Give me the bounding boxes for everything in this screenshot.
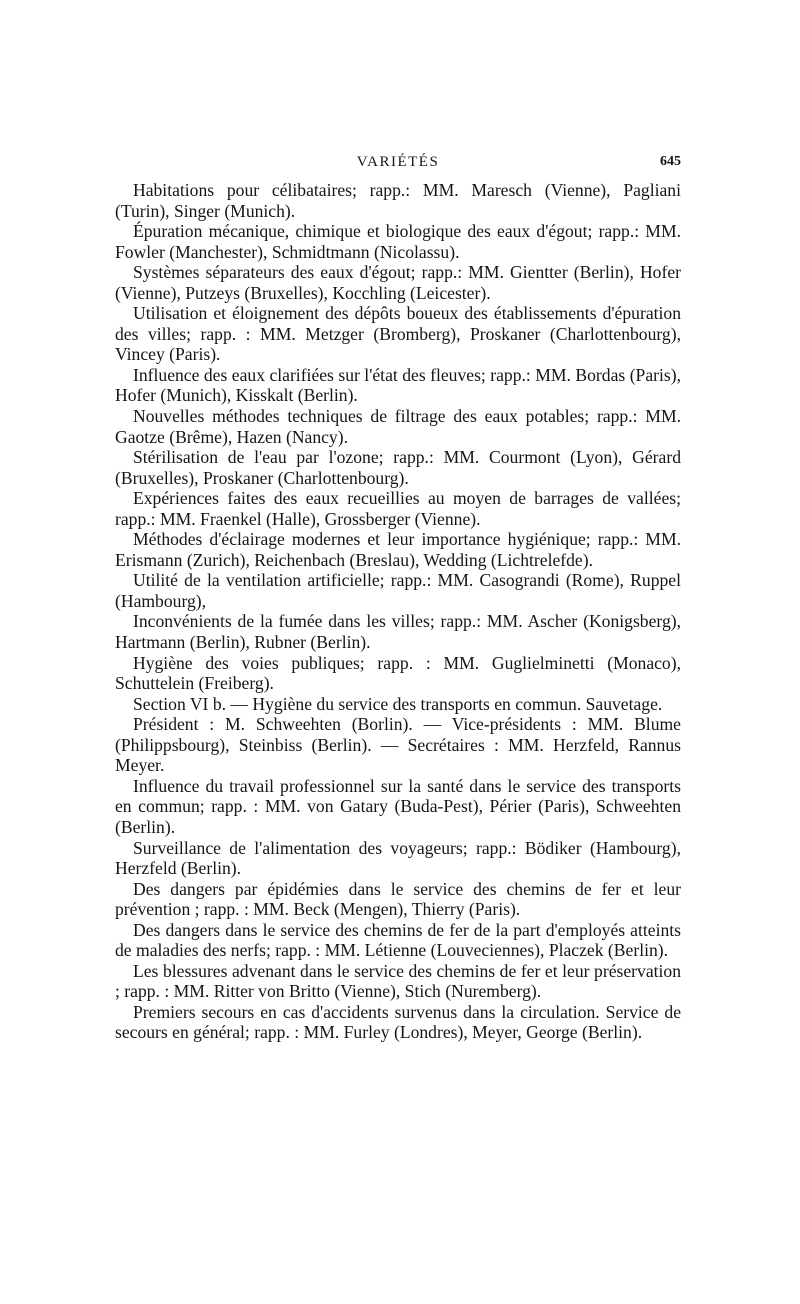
paragraph: Stérilisation de l'eau par l'ozone; rapp.: MM. Courmont (Lyon), Gérard (Bruxelles), Proskaner (Charlottenbourg). — [115, 447, 681, 488]
section-heading: Section VI b. — Hygiène du service des transports en commun. Sauvetage. — [133, 693, 663, 714]
paragraph: Habitations pour célibataires; rapp.: MM. Maresch (Vienne), Pagliani (Turin), Singer (Munich). — [115, 180, 681, 221]
paragraph: Méthodes d'éclairage modernes et leur importance hygiénique; rapp.: MM. Erismann (Zurich), Reichenbach (Breslau), Wedding (Lichtrelefde). — [115, 529, 681, 570]
paragraph: Nouvelles méthodes techniques de filtrage des eaux potables; rapp.: MM. Gaotze (Brême), Hazen (Nancy). — [115, 406, 681, 447]
paragraph: Inconvénients de la fumée dans les villes; rapp.: MM. Ascher (Konigsberg), Hartmann (Berlin), Rubner (Berlin). — [115, 611, 681, 653]
page-number: 645 — [660, 154, 681, 169]
paragraph: Des dangers dans le service des chemins de fer de la part d'employés atteints de maladies des nerfs; rapp. : MM. Létienne (Louveciennes), Placzek (Berlin). — [115, 919, 681, 961]
page-header — [115, 150, 681, 180]
paragraph: Utilité de la ventilation artificielle; rapp.: MM. Casograndi (Rome), Ruppel (Hambourg), — [115, 570, 681, 611]
paragraph: Surveillance de l'alimentation des voyageurs; rapp.: Bödiker (Hambourg), Herzfeld (Berlin). — [115, 837, 681, 879]
paragraph: Influence du travail professionnel sur la santé dans le service des transports en commun; rapp. : MM. von Gatary (Buda-Pest), Périer (Paris), Schweehten (Berlin). — [115, 775, 681, 837]
paragraph: Épuration mécanique, chimique et biologique des eaux d'égout; rapp.: MM. Fowler (Manchester), Schmidtmann (Nicolassu). — [115, 221, 681, 262]
paragraph: Influence des eaux clarifiées sur l'état des fleuves; rapp.: MM. Bordas (Paris), Hofer (Munich), Kisskalt (Berlin). — [115, 364, 681, 406]
paragraph: Utilisation et éloignement des dépôts boueux des établissements d'épuration des villes; rapp. : MM. Metzger (Bromberg), Proskaner (Charlottenbourg), Vincey (Paris). — [115, 303, 681, 365]
body-text — [115, 180, 681, 1043]
paragraph: Expériences faites des eaux recueillies au moyen de barrages de vallées; rapp.: MM. Fraenkel (Halle), Grossberger (Vienne). — [115, 488, 681, 529]
paragraph: Premiers secours en cas d'accidents survenus dans la circulation. Service de secours en général; rapp. : MM. Furley (Londres), Meyer, George (Berlin). — [115, 1001, 681, 1043]
paragraph: Les blessures advenant dans le service des chemins de fer et leur préservation ; rapp. : MM. Ritter von Britto (Vienne), Stich (Nuremberg). — [115, 960, 681, 1002]
running-title: VARIÉTÉS — [356, 154, 440, 170]
paragraph: Président : M. Schweehten (Borlin). — Vice-présidents : MM. Blume (Philippsbourg), Steinbiss (Berlin). — Secrétaires : MM. Herzfeld, Rannus Meyer. — [115, 714, 681, 776]
paragraph: Des dangers par épidémies dans le service des chemins de fer et leur prévention ; rapp. : MM. Beck (Mengen), Thierry (Paris). — [115, 878, 681, 920]
paragraph: Systèmes séparateurs des eaux d'égout; rapp.: MM. Gientter (Berlin), Hofer (Vienne), Putzeys (Bruxelles), Kocchling (Leicester). — [115, 262, 681, 303]
paragraph: Hygiène des voies publiques; rapp. : MM. Guglielminetti (Monaco), Schuttelein (Freiberg). — [115, 652, 681, 694]
document-page — [115, 150, 681, 1043]
